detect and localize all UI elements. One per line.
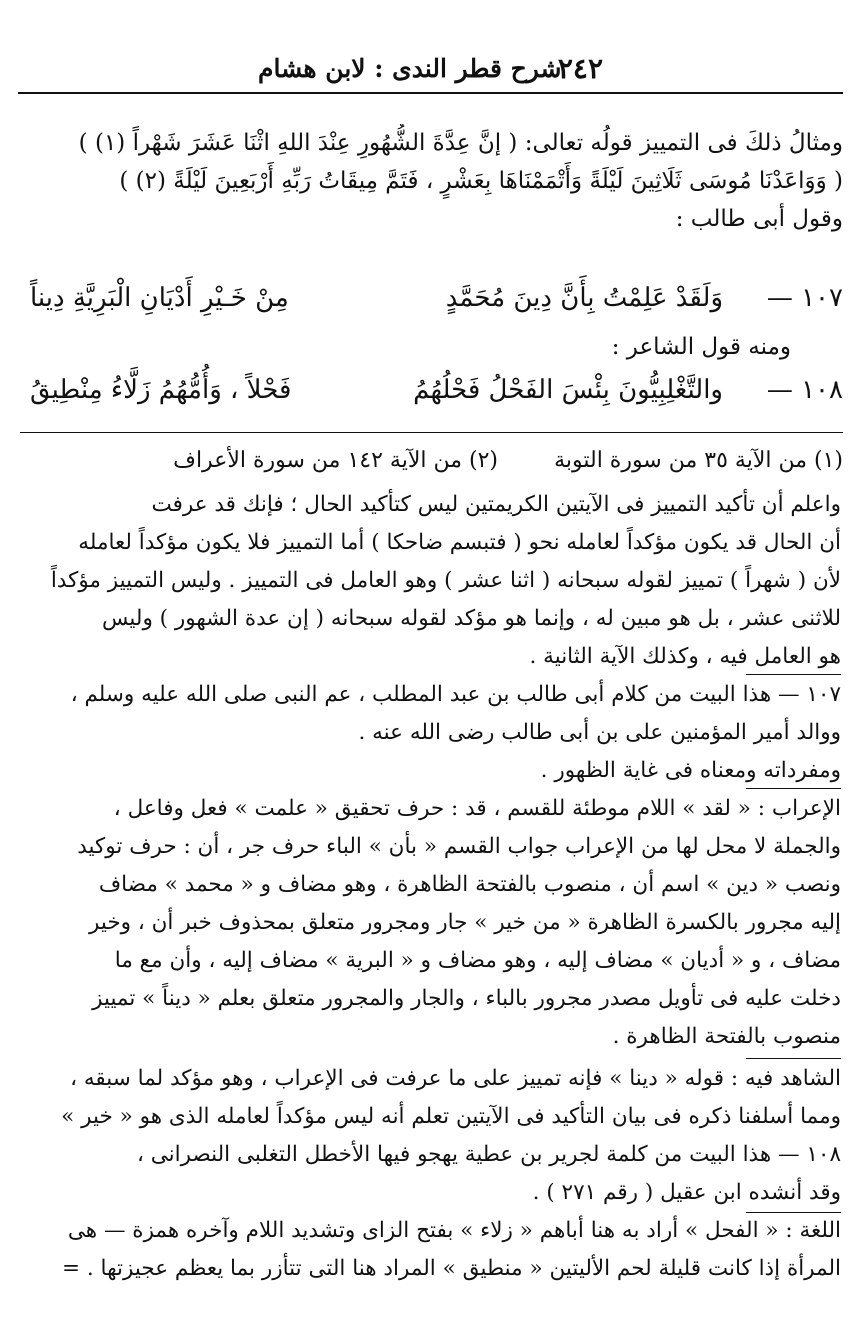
section-separator [746,788,841,789]
text-line: وقول أبى طالب : [675,206,843,232]
footnotes [20,442,843,480]
text-line: ومنه قول الشاعر : [611,334,791,360]
text-line: اللغة : « الفحل » أراد به هنا أباهم « زلاء » بفتح الزاى وتشديد اللام وآخره همزة — هى [67,1218,841,1243]
commentary-paragraph [22,1212,841,1288]
verse-number: ١٠٧ — [766,283,843,313]
running-title: شرح قطر الندى : لابن هشام [258,54,562,83]
section-separator [746,1058,841,1059]
text-line: ووالد أمير المؤمنين على بن أبى طالب رضى الله عنه . [358,720,841,745]
text-line: المرأة إذا كانت قليلة لحم الأليتين « منطيق » المراد هنا التى تتأزر بما يعظم عجيزتها . = [62,1256,841,1281]
text-line: للاثنى عشر ، بل هو مبين له ، وإنما هو مؤكد لقوله سبحانه ( إن عدة الشهور ) وليس [102,606,841,631]
text-line: ومفرداته ومعناه فى غاية الظهور . [540,758,841,783]
text-line: واعلم أن تأكيد التمييز فى الآيتين الكريمتين ليس كتأكيد الحال ؛ فإنك قد عرفت [151,492,841,517]
text-line: وقد أنشده ابن عقيل ( رقم ٢٧١ ) . [532,1180,841,1205]
verse-hemistich-second: مِنْ خَـيْرِ أَدْيَانِ الْبَرِيَّةِ دِيناً [30,283,289,313]
verse-number: ١٠٨ — [766,375,843,405]
page-number: ٢٤٢ [557,52,603,85]
text-line: الشاهد فيه : قوله « دينا » فإنه تمييز على ما عرفت فى الإعراب ، وهو مؤكد لما سبقه ، [70,1066,841,1091]
text-line: ومثالُ ذلكَ فى التمييز قولُه تعالى: ( إنَّ عِدَّةَ الشُّهُورِ عِنْدَ اللهِ اثْنَا عَشَرَ شَهْراً (١) ) [78,130,843,156]
footnote-1: (١) من الآية ٣٥ من سورة التوبة [554,448,843,473]
text-line: ونصب « دين » اسم أن ، منصوب بالفتحة الظاهرة ، وهو مضاف و « محمد » مضاف [98,872,841,897]
commentary-paragraph [22,1060,841,1212]
text-line: الإعراب : « لقد » اللام موطئة للقسم ، قد : حرف تحقيق « علمت » فعل وفاعل ، [113,796,841,821]
verse-107 [20,270,843,326]
main-text [20,124,843,238]
footnote-divider [20,432,843,433]
verse-hemistich-second: فَحْلاً ، وَأُمُّهُمُ زَلَّاءُ مِنْطِيقُ [30,375,292,405]
commentary-paragraph [22,790,841,1056]
text-line: ١٠٨ — هذا البيت من كلمة لجرير بن عطية يهجو فيها الأخطل التغلبى النصرانى ، [136,1142,841,1167]
text-line: والجملة لا محل لها من الإعراب جواب القسم « بأن » الباء حرف جر ، أن : حرف توكيد [77,834,841,859]
page-header [18,50,843,94]
text-line: أن الحال قد يكون مؤكداً لعامله نحو ( فتبسم ضاحكا ) أما التمييز فلا يكون مؤكداً لعامله [78,530,841,555]
text-line: مضاف ، و « أديان » مضاف إليه ، وهو مضاف و « البرية » مضاف إليه ، وأن مع ما [114,948,841,973]
text-line: لأن ( شهراً ) تمييز لقوله سبحانه ( اثنا عشر ) وهو العامل فى التمييز . وليس التمييز مؤكداً [50,568,841,593]
text-line: إليه مجرور بالكسرة الظاهرة « من خير » جار ومجرور متعلق بمحذوف خبر أن ، وخير [88,910,841,935]
text-line: ١٠٧ — هذا البيت من كلام أبى طالب بن عبد المطلب ، عم النبى صلى الله عليه وسلم ، [70,682,841,707]
text-line: ( وَوَاعَدْنَا مُوسَى ثَلَاثِينَ لَيْلَةً وَأَتْمَمْنَاهَا بِعَشْرٍ ، فَتَمَّ مِيقَاتُ رَبِّهِ أَرْبَعِينَ لَيْلَةً (٢) ) [119,168,843,194]
verse-hemistich-first: وَلَقَدْ عَلِمْتُ بِأَنَّ دِينَ مُحَمَّدٍ [445,283,723,313]
commentary-paragraph [22,676,841,790]
commentary-paragraph [22,486,841,676]
footnote-2: (٢) من الآية ١٤٢ من سورة الأعراف [173,448,498,473]
text-line: منصوب بالفتحة الظاهرة . [612,1024,841,1049]
verse-108 [20,362,843,418]
verse-hemistich-first: والتَّغْلِبِيُّونَ بِئْسَ الفَحْلُ فَحْلُهُمُ [413,375,723,405]
section-separator [746,674,841,675]
text-line: هو العامل فيه ، وكذلك الآية الثانية . [529,644,841,669]
text-line: ومما أسلفنا ذكره فى بيان التأكيد فى الآيتين تعلم أنه ليس مؤكداً لعامله الذى هو « خير » [61,1104,841,1129]
text-line: دخلت عليه فى تأويل مصدر مجرور بالباء ، والجار والمجرور متعلق بعلم « ديناً » تمييز [92,986,841,1011]
